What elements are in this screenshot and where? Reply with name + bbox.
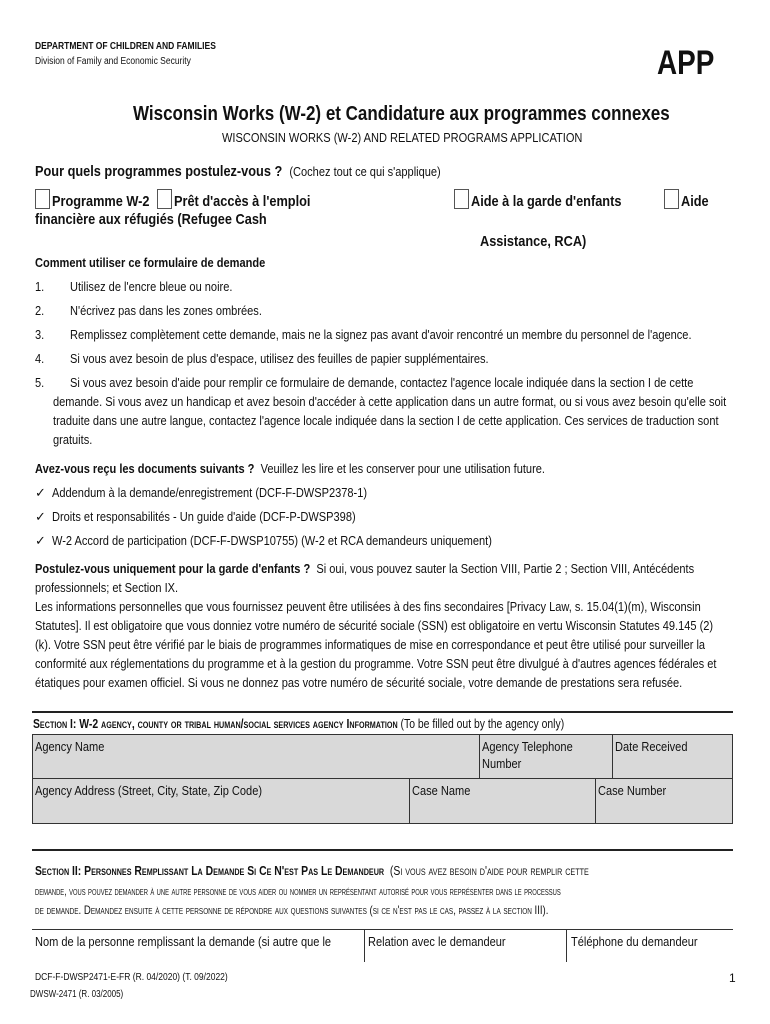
page-number: 1 <box>729 971 736 985</box>
docs-item-3: ✓ W-2 Accord de participation (DCF-F-DWSP10755) (W-2 et RCA demandeurs uniquement) <box>35 533 492 548</box>
docs-question: Avez-vous reçu les documents suivants ? Veuillez les lire et les conserver pour une utilisation future. <box>35 461 545 476</box>
howto-heading: Comment utiliser ce formulaire de demande <box>35 255 266 270</box>
check-icon: ✓ <box>35 533 46 548</box>
program-aid-label-end: Assistance, RCA) <box>480 233 587 250</box>
docs-item-2: ✓ Droits et responsabilités - Un guide d'aide (DCF-P-DWSP398) <box>35 509 356 524</box>
privacy-line-2: Statutes]. Il est obligatoire que vous donniez votre numéro de sécurité sociale (SSN) est obligatoire en vertu Wisconsin Statutes 49.145 (2) <box>35 618 714 633</box>
page-subtitle: WISCONSIN WORKS (W-2) AND RELATED PROGRAMS APPLICATION <box>222 130 583 145</box>
program-w2-option[interactable]: Programme W-2 <box>35 189 167 210</box>
date-received-field[interactable]: Date Received <box>612 734 733 779</box>
program-childcare-option[interactable]: Aide à la garde d'enfants <box>454 189 648 210</box>
case-number-field[interactable]: Case Number <box>595 778 733 824</box>
program-w2-checkbox[interactable] <box>35 189 50 209</box>
case-name-field[interactable]: Case Name <box>409 778 596 824</box>
childcare-question: Postulez-vous uniquement pour la garde d'enfants ? Si oui, vous pouvez sauter la Section VIII, Partie 2 ; Section VIII, Antécédents <box>35 561 695 576</box>
howto-item-2: 2. N'écrivez pas dans les zones ombrées. <box>35 303 262 318</box>
section1-title: Section I: W-2 agency, county or tribal human/social services agency Information (To be filled out by the agency only) <box>33 716 565 731</box>
relation-field[interactable]: Relation avec le demandeur <box>368 934 506 949</box>
footer-form-code: DCF-F-DWSP2471-E-FR (R. 04/2020) (T. 09/2022) <box>35 972 228 983</box>
program-aid-checkbox[interactable] <box>664 189 679 209</box>
howto-item-5-cont-2: traduite dans une autre langue, contactez l'agence locale indiquée dans la section I de cette application. Ces services de traduction sont <box>53 413 719 428</box>
section1-top-rule <box>32 711 733 713</box>
footer-old-code: DWSW-2471 (R. 03/2005) <box>30 989 124 1000</box>
howto-item-5-cont-1: demande. Si vous avez un handicap et avez besoin d'accéder à cette application dans un autre format, ou si vous avez besoin qu'elle soit <box>53 394 727 409</box>
howto-item-4: 4. Si vous avez besoin de plus d'espace, utilisez des feuilles de papier supplémentaires. <box>35 351 489 366</box>
privacy-line-5: étatiques pour examen officiel. Si vous ne donnez pas votre numéro de sécurité sociale, votre demande de prestations sera refusée. <box>35 675 683 690</box>
section2-table-rule <box>32 929 733 930</box>
section2-title: Section II: Personnes Remplissant La Demande Si Ce N'est Pas Le Demandeur (Si vous avez besoin d'aide pour remplir cette <box>35 863 589 878</box>
program-aid-label-cont: financière aux réfugiés (Refugee Cash <box>35 211 267 228</box>
section2-top-rule <box>32 849 733 851</box>
program-loan-checkbox[interactable] <box>157 189 172 209</box>
privacy-line-3: (k). Votre SSN peut être vérifié par le biais de programmes informatiques de mise en correspondance et peut être utilisé pour surveiller la <box>35 637 706 652</box>
section2-note-3: de demande. Demandez ensuite à cette personne de répondre aux questions suivantes (si ce n'est pas le cas, passez à la section III). <box>35 903 549 917</box>
program-loan-option[interactable]: Prêt d'accès à l'emploi <box>157 189 335 210</box>
check-icon: ✓ <box>35 509 46 524</box>
col-divider <box>566 929 567 962</box>
program-aid-option[interactable]: Aide <box>664 189 714 210</box>
howto-item-1: 1. Utilisez de l'encre bleue ou noire. <box>35 279 233 294</box>
howto-item-5-cont-3: gratuits. <box>53 432 93 447</box>
howto-item-5: 5. Si vous avez besoin d'aide pour remplir ce formulaire de demande, contactez l'agence locale indiquée dans la section I de cette <box>35 375 694 390</box>
division-name: Division of Family and Economic Security <box>35 56 191 67</box>
filler-name-field[interactable]: Nom de la personne remplissant la demande (si autre que le <box>35 934 332 949</box>
agency-address-field[interactable]: Agency Address (Street, City, State, Zip Code) <box>32 778 410 824</box>
howto-item-3: 3. Remplissez complètement cette demande, mais ne la signez pas avant d'avoir rencontré un membre du personnel de l'agence. <box>35 327 692 342</box>
form-code-app: APP <box>657 44 715 82</box>
privacy-line-1: Les informations personnelles que vous fournissez peuvent être utilisées à des fins secondaires [Privacy Law, s. 15.04(1)(m), Wisconsin <box>35 599 701 614</box>
col-divider <box>364 929 365 962</box>
docs-item-1: ✓ Addendum à la demande/enregistrement (DCF-F-DWSP2378-1) <box>35 485 368 500</box>
childcare-note-cont: professionnels; et Section IX. <box>35 580 179 595</box>
applicant-phone-field[interactable]: Téléphone du demandeur <box>571 934 698 949</box>
agency-name-field[interactable]: Agency Name <box>32 734 480 779</box>
programs-question: Pour quels programmes postulez-vous ? (Cochez tout ce qui s'applique) <box>35 163 441 180</box>
page-title: Wisconsin Works (W-2) et Candidature aux programmes connexes <box>133 103 670 125</box>
agency-phone-field[interactable]: Agency Telephone Number <box>479 734 613 779</box>
program-childcare-checkbox[interactable] <box>454 189 469 209</box>
check-icon: ✓ <box>35 485 46 500</box>
section2-note-2: demande, vous pouvez demander à une autre personne de vous aider ou nommer un représentant autorisé pour vous représenter dans le processus <box>35 884 561 898</box>
privacy-line-4: conformité aux réglementations du programme et à la gestion du programme. Votre SSN peut être divulgué à d'autres agences fédérales et <box>35 656 717 671</box>
department-name: DEPARTMENT OF CHILDREN AND FAMILIES <box>35 41 216 52</box>
